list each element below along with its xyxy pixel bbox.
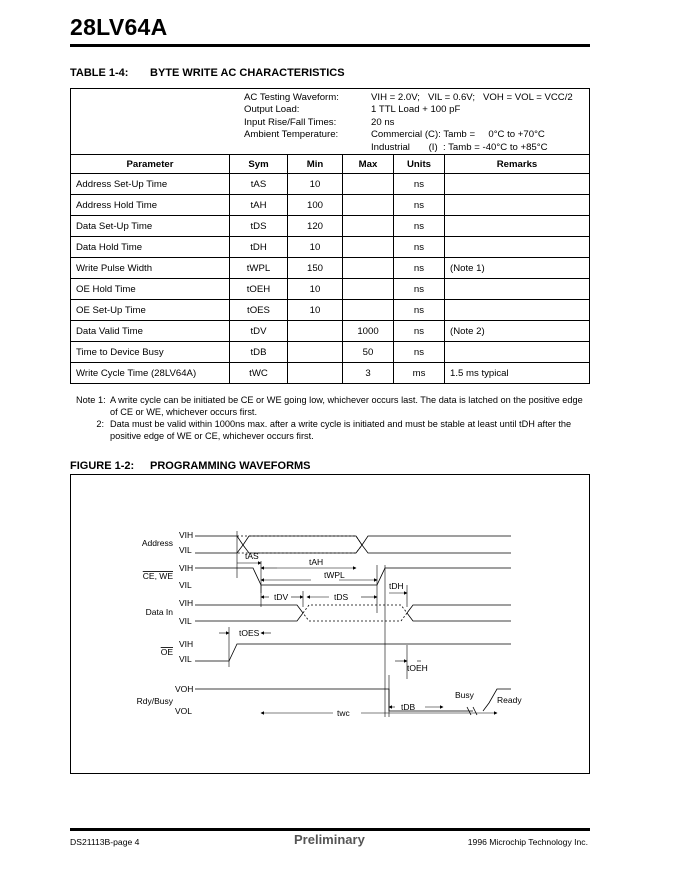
twc-label: twc [337, 708, 350, 718]
address-trace-bottom [243, 545, 511, 553]
vol-level-label: VOL [175, 706, 193, 716]
header-parameter: Parameter [71, 155, 230, 174]
note-label: 2: [96, 419, 104, 429]
units-cell: ns [394, 174, 445, 195]
min-cell: 10 [288, 300, 343, 321]
sym-cell: tWC [230, 363, 288, 384]
table-body [71, 174, 590, 384]
sym-cell: tDH [230, 237, 288, 258]
busy-label: Busy [455, 690, 474, 700]
remarks-cell: (Note 2) [445, 321, 590, 342]
condition-label: Input Rise/Fall Times: [244, 116, 337, 128]
note-text: Data must be valid within 1000ns max. after a write cycle is initiated and must be stable at least until tDH after the positive edge of WE or CE, whichever occurs first. [110, 419, 572, 441]
parameter-cell: OE Hold Time [71, 279, 230, 300]
tas-label: tAS [245, 551, 259, 561]
parameter-cell: Address Hold Time [71, 195, 230, 216]
sym-cell: tDS [230, 216, 288, 237]
footer-preliminary: Preliminary [294, 832, 365, 847]
load-value: 1 TTL Load + 100 pF [371, 104, 461, 116]
remarks-cell [445, 216, 590, 237]
table-row [71, 237, 590, 258]
units-cell: ns [394, 258, 445, 279]
parameter-cell: Address Set-Up Time [71, 174, 230, 195]
remarks-cell [445, 300, 590, 321]
units-cell: ns [394, 279, 445, 300]
note-1 [76, 394, 586, 418]
figure-caption-title: PROGRAMMING WAVEFORMS [150, 460, 311, 472]
sym-cell: tAS [230, 174, 288, 195]
tdv-label: tDV [274, 592, 289, 602]
vih-level-label: VIH [179, 598, 194, 608]
vih-level-label: VIH [179, 563, 194, 573]
figure-caption [70, 460, 311, 472]
footer-copyright: 1996 Microchip Technology Inc. [467, 837, 588, 847]
condition-labels [244, 92, 339, 142]
remarks-cell [445, 174, 590, 195]
tdh-label: tDH [389, 581, 404, 591]
temp-industrial-value: Industrial (I) : Tamb = -40°C to +85°C [371, 141, 548, 153]
remarks-cell [445, 279, 590, 300]
table-caption-number: TABLE 1-4: [70, 67, 129, 79]
rdy-busy-signal-label: Rdy/Busy [136, 696, 173, 706]
sym-cell: tDB [230, 342, 288, 363]
table-header-row [71, 155, 590, 174]
min-cell: 150 [288, 258, 343, 279]
footer-page: DS21113B-page 4 [70, 837, 140, 847]
condition-values [371, 92, 573, 154]
header-remarks: Remarks [445, 155, 590, 174]
min-cell [288, 363, 343, 384]
table-caption-title: BYTE WRITE AC CHARACTERISTICS [150, 67, 345, 79]
footer-rule [70, 828, 590, 831]
ac-characteristics-table [70, 88, 590, 384]
table-row [71, 195, 590, 216]
max-cell [343, 300, 394, 321]
tdb-label: tDB [401, 702, 416, 712]
remarks-cell [445, 237, 590, 258]
data-in-trace-left [195, 605, 303, 621]
condition-label: Output Load: [244, 104, 300, 116]
temp-commercial-value: Commercial (C): Tamb = 0°C to +70°C [371, 129, 545, 141]
max-cell: 1000 [343, 321, 394, 342]
table-notes [76, 394, 586, 442]
max-cell [343, 237, 394, 258]
sym-cell: tAH [230, 195, 288, 216]
ce-we-trace [195, 568, 511, 585]
max-cell: 50 [343, 342, 394, 363]
vil-level-label: VIL [179, 654, 192, 664]
sym-cell: tOEH [230, 279, 288, 300]
vil-level-label: VIL [179, 580, 192, 590]
table-row [71, 300, 590, 321]
units-cell: ns [394, 342, 445, 363]
units-cell: ms [394, 363, 445, 384]
remarks-cell: (Note 1) [445, 258, 590, 279]
min-cell: 10 [288, 174, 343, 195]
table-caption [70, 67, 345, 79]
voh-level-label: VOH [175, 684, 194, 694]
waveform-diagram [71, 475, 589, 773]
header-min: Min [288, 155, 343, 174]
min-cell: 100 [288, 195, 343, 216]
parameter-cell: OE Set-Up Time [71, 300, 230, 321]
vih-level-label: VIH [179, 639, 194, 649]
min-cell: 120 [288, 216, 343, 237]
twpl-label: tWPL [324, 570, 345, 580]
data-in-valid-dashed [303, 605, 407, 621]
parameter-cell: Data Hold Time [71, 237, 230, 258]
remarks-cell [445, 342, 590, 363]
table-row [71, 321, 590, 342]
note-2 [76, 418, 586, 442]
table-row [71, 174, 590, 195]
figure-caption-number: FIGURE 1-2: [70, 460, 135, 472]
units-cell: ns [394, 195, 445, 216]
max-cell [343, 258, 394, 279]
max-cell [343, 174, 394, 195]
sym-cell: tWPL [230, 258, 288, 279]
remarks-cell: 1.5 ms typical [445, 363, 590, 384]
table-row [71, 216, 590, 237]
max-cell [343, 216, 394, 237]
sym-cell: tOES [230, 300, 288, 321]
condition-label: Ambient Temperature: [244, 129, 339, 141]
units-cell: ns [394, 237, 445, 258]
sym-cell: tDV [230, 321, 288, 342]
vil-level-label: VIL [179, 616, 192, 626]
table-row [71, 342, 590, 363]
toeh-label: tOEH [407, 663, 428, 673]
ce-we-signal-label: CE, WE [142, 571, 173, 581]
condition-label: AC Testing Waveform: [244, 92, 339, 103]
table-row [71, 279, 590, 300]
address-trace-left [195, 536, 243, 553]
tds-label: tDS [334, 592, 349, 602]
parameter-cell: Data Valid Time [71, 321, 230, 342]
waveform-value: VIH = 2.0V; VIL = 0.6V; VOH = VOL = VCC/2 [371, 92, 573, 103]
parameter-cell: Time to Device Busy [71, 342, 230, 363]
data-in-trace-right [407, 605, 511, 621]
data-in-signal-label: Data In [145, 607, 173, 617]
rise-fall-value: 20 ns [371, 116, 395, 128]
address-signal-label: Address [141, 538, 173, 548]
part-number-title: 28LV64A [70, 14, 168, 40]
header-max: Max [343, 155, 394, 174]
table-row [71, 363, 590, 384]
toes-label: tOES [239, 628, 260, 638]
header-units: Units [394, 155, 445, 174]
rdy-busy-trace [195, 689, 457, 711]
parameter-cell: Data Set-Up Time [71, 216, 230, 237]
ready-label: Ready [497, 695, 522, 705]
header-sym: Sym [230, 155, 288, 174]
max-cell [343, 279, 394, 300]
min-cell: 10 [288, 237, 343, 258]
min-cell [288, 342, 343, 363]
units-cell: ns [394, 321, 445, 342]
table-row [71, 258, 590, 279]
note-text: A write cycle can be initiated be CE or WE going low, whichever occurs last. The data is latched on the positive edge of CE or WE, whichever occurs first. [110, 395, 583, 417]
test-conditions-cell [71, 89, 590, 155]
vih-level-label: VIH [179, 530, 194, 540]
parameter-cell: Write Cycle Time (28LV64A) [71, 363, 230, 384]
max-cell [343, 195, 394, 216]
address-trace-top [243, 536, 511, 545]
min-cell: 10 [288, 279, 343, 300]
header-rule [70, 44, 590, 47]
max-cell: 3 [343, 363, 394, 384]
remarks-cell [445, 195, 590, 216]
parameter-cell: Write Pulse Width [71, 258, 230, 279]
units-cell: ns [394, 216, 445, 237]
oe-signal-label: OE [160, 647, 173, 657]
tah-label: tAH [309, 557, 324, 567]
programming-waveforms-figure [70, 474, 590, 774]
vil-level-label: VIL [179, 545, 192, 555]
units-cell: ns [394, 300, 445, 321]
note-label: Note 1: [76, 395, 106, 405]
oe-trace [195, 644, 511, 661]
min-cell [288, 321, 343, 342]
